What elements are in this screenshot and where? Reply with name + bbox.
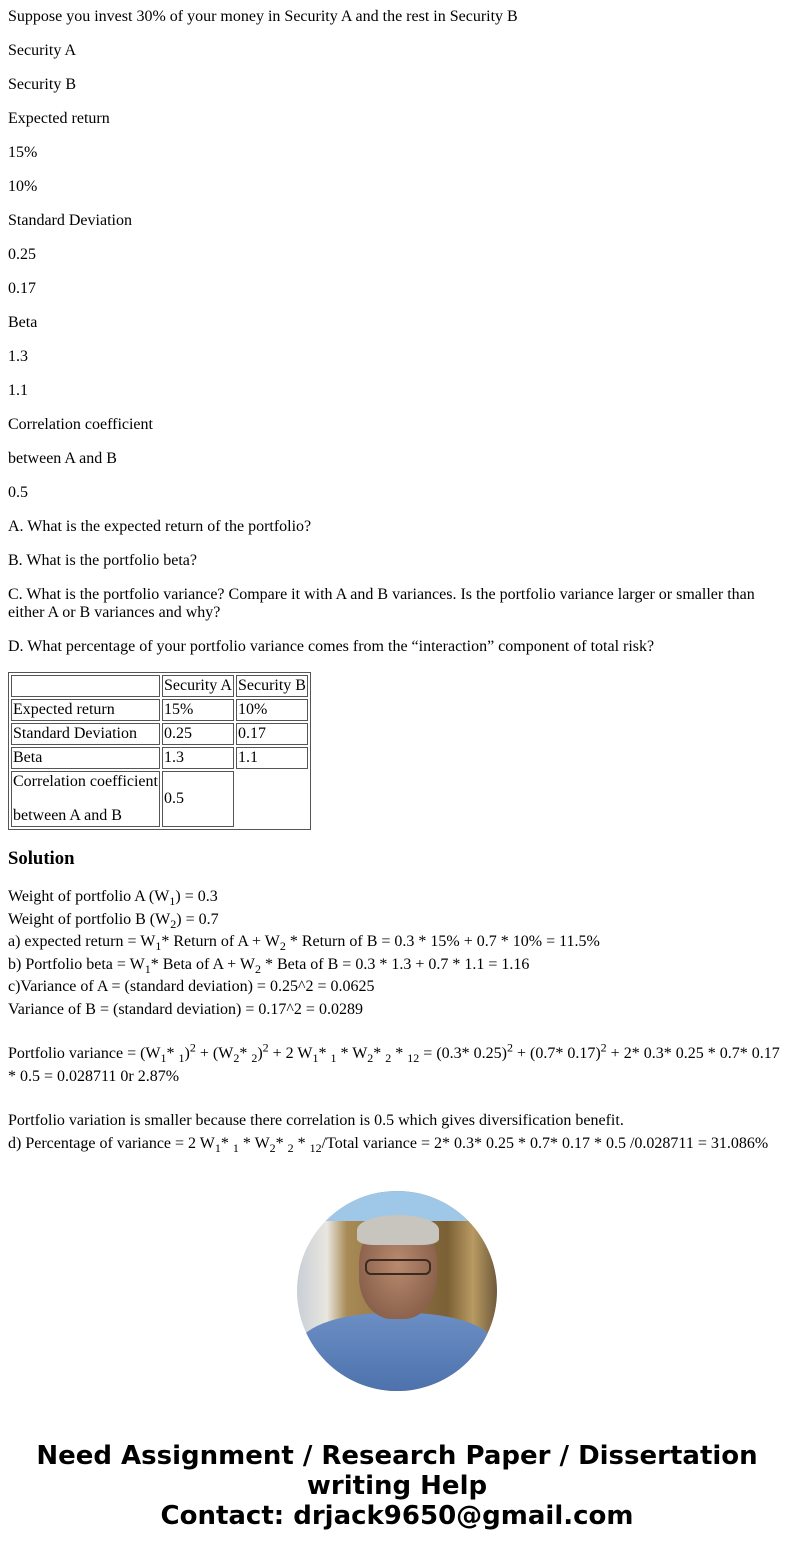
text-segment: /Total variance = 2* 0.3* 0.25 * 0.7* 0.17 * 0.5 /0.028711 = 31.086% <box>321 1134 769 1152</box>
question-line: 1.3 <box>8 348 28 365</box>
table-cell: Expected return <box>11 699 160 721</box>
subscript: 2 <box>287 1140 294 1155</box>
text-segment: * Return of A + W <box>161 933 280 950</box>
table-cell: 1.1 <box>236 747 308 769</box>
solution-line <box>8 886 786 909</box>
text-segment: * <box>239 1045 252 1062</box>
text-segment: * Return of B = 0.3 * 15% + 0.7 * 10% = 11.5% <box>285 933 600 950</box>
question-line: 0.25 <box>8 246 36 263</box>
text-segment: * <box>293 1134 310 1152</box>
solution-line <box>8 999 786 1022</box>
text-segment: + 2* 0.3* 0.25 * 0.7* 0.17 * 0.5 = 0.028711 0r 2.87% <box>8 1045 780 1085</box>
text-segment: + (W <box>195 1045 234 1062</box>
subscript: 2 <box>170 916 177 931</box>
text-segment: + 2 W <box>268 1045 313 1062</box>
subscript: 2 <box>254 961 261 976</box>
subscript: 1 <box>144 961 151 976</box>
question-part-c: C. What is the portfolio variance? Compare it with A and B variances. Is the portfolio variance larger or smaller than either A or B variances and why? <box>8 586 755 621</box>
question <box>8 0 786 656</box>
photo-container <box>8 1191 786 1391</box>
question-line: 1.1 <box>8 382 28 399</box>
question-line: Security B <box>8 76 76 93</box>
footer-contact-email: Contact: drjack9650@gmail.com <box>160 1501 634 1531</box>
table-header-cell: Security A <box>162 675 234 697</box>
text-segment: Portfolio variance = (W <box>8 1045 161 1062</box>
text-segment: Weight of portfolio A (W <box>8 888 170 905</box>
table-cell: 0.17 <box>236 723 308 745</box>
table-cell <box>11 771 160 827</box>
solution-line <box>8 1088 786 1110</box>
solution-line <box>8 931 786 954</box>
question-line: between A and B <box>8 450 117 467</box>
table-cell: 10% <box>236 699 308 721</box>
author-photo <box>297 1191 497 1391</box>
subscript: 2 <box>269 1140 276 1155</box>
table-row <box>11 747 308 769</box>
table-row-correlation <box>11 771 308 827</box>
text-segment: * W <box>336 1045 368 1062</box>
question-line: Security A <box>8 42 76 59</box>
table-cell: Beta <box>11 747 160 769</box>
table-cell: 1.3 <box>162 747 234 769</box>
table-header-cell: Security B <box>236 675 308 697</box>
superscript: 2 <box>189 1040 196 1055</box>
solution-line <box>8 1040 786 1088</box>
text-segment: * W <box>238 1134 270 1152</box>
text-segment: * <box>391 1045 408 1062</box>
footer-help-text: Need Assignment / Research Paper / Dissertation writing Help <box>36 1441 758 1501</box>
text-segment: ) = 0.7 <box>176 910 219 928</box>
superscript: 2 <box>506 1040 513 1055</box>
question-line: Expected return <box>8 110 110 127</box>
question-part-d: D. What percentage of your portfolio variance comes from the “interaction” component of total risk? <box>8 638 655 655</box>
correlation-label-2: between A and B <box>13 807 122 824</box>
table-cell: 15% <box>162 699 234 721</box>
solution-heading: Solution <box>8 848 75 869</box>
text-segment: Variance of B = (standard deviation) = 0.17^2 = 0.0289 <box>8 1000 363 1018</box>
subscript: 1 <box>178 1051 185 1066</box>
solution-line <box>8 909 786 932</box>
subscript: 2 <box>251 1051 258 1066</box>
footer-contact <box>8 1441 786 1555</box>
subscript: 2 <box>367 1051 374 1066</box>
subscript: 2 <box>385 1051 392 1066</box>
solution-line <box>8 976 786 999</box>
subscript: 1 <box>330 1051 337 1066</box>
securities-table <box>8 672 311 830</box>
question-lines <box>8 42 786 502</box>
table-cell-empty <box>236 771 308 827</box>
text-segment: Weight of portfolio B (W <box>8 910 171 928</box>
question-line: Beta <box>8 314 38 331</box>
question-part-b: B. What is the portfolio beta? <box>8 552 197 569</box>
text-segment: ) = 0.3 <box>175 888 218 905</box>
table-cell: 0.25 <box>162 723 234 745</box>
subscript: 1 <box>160 1051 167 1066</box>
table-header-cell <box>11 675 160 697</box>
text-segment: ) <box>257 1045 263 1062</box>
question-intro: Suppose you invest 30% of your money in Security A and the rest in Security B <box>8 8 518 25</box>
text-segment: c)Variance of A = (standard deviation) = 0.25^2 = 0.0625 <box>8 978 375 995</box>
subscript: 2 <box>279 939 286 954</box>
subscript: 1 <box>232 1140 239 1155</box>
question-line: 10% <box>8 178 38 195</box>
subscript: 1 <box>155 939 162 954</box>
correlation-label-1: Correlation coefficient <box>13 773 158 790</box>
table-header-row <box>11 675 308 697</box>
table-row <box>11 699 308 721</box>
text-segment: d) Percentage of variance = 2 W <box>8 1134 215 1152</box>
table-cell: Standard Deviation <box>11 723 160 745</box>
solution-line <box>8 1110 786 1133</box>
subscript: 1 <box>214 1140 221 1155</box>
question-line: 0.5 <box>8 484 28 501</box>
solution-body <box>8 886 786 1155</box>
question-part-a: A. What is the expected return of the portfolio? <box>8 518 312 535</box>
text-segment: * <box>318 1045 331 1062</box>
text-segment: * <box>373 1045 386 1062</box>
table-cell: 0.5 <box>162 771 234 827</box>
question-line: 15% <box>8 144 38 161</box>
solution-line <box>8 1133 786 1156</box>
text-segment: * Beta of B = 0.3 * 1.3 + 0.7 * 1.1 = 1.16 <box>260 955 530 973</box>
solution-line <box>8 954 786 977</box>
subscript: 2 <box>233 1051 240 1066</box>
superscript: 2 <box>600 1040 607 1055</box>
text-segment: Portfolio variation is smaller because there correlation is 0.5 which gives diversification benefit. <box>8 1112 624 1129</box>
solution-line <box>8 1021 786 1043</box>
text-segment: b) Portfolio beta = W <box>8 955 145 973</box>
text-segment: * <box>220 1134 233 1152</box>
text-segment: = (0.3* 0.25) <box>419 1045 507 1062</box>
text-segment: * <box>275 1134 288 1152</box>
text-segment: * Beta of A + W <box>150 955 255 973</box>
subscript: 1 <box>312 1051 319 1066</box>
question-line: Standard Deviation <box>8 212 132 229</box>
superscript: 2 <box>262 1040 269 1055</box>
subscript: 1 <box>169 894 176 909</box>
question-line: 0.17 <box>8 280 36 297</box>
question-line: Correlation coefficient <box>8 416 153 433</box>
table-row <box>11 723 308 745</box>
text-segment: a) expected return = W <box>8 933 156 950</box>
text-segment: ) <box>184 1045 190 1062</box>
subscript: 12 <box>309 1140 322 1155</box>
text-segment: + (0.7* 0.17) <box>512 1045 601 1062</box>
subscript: 12 <box>407 1051 420 1066</box>
text-segment: * <box>166 1045 179 1062</box>
